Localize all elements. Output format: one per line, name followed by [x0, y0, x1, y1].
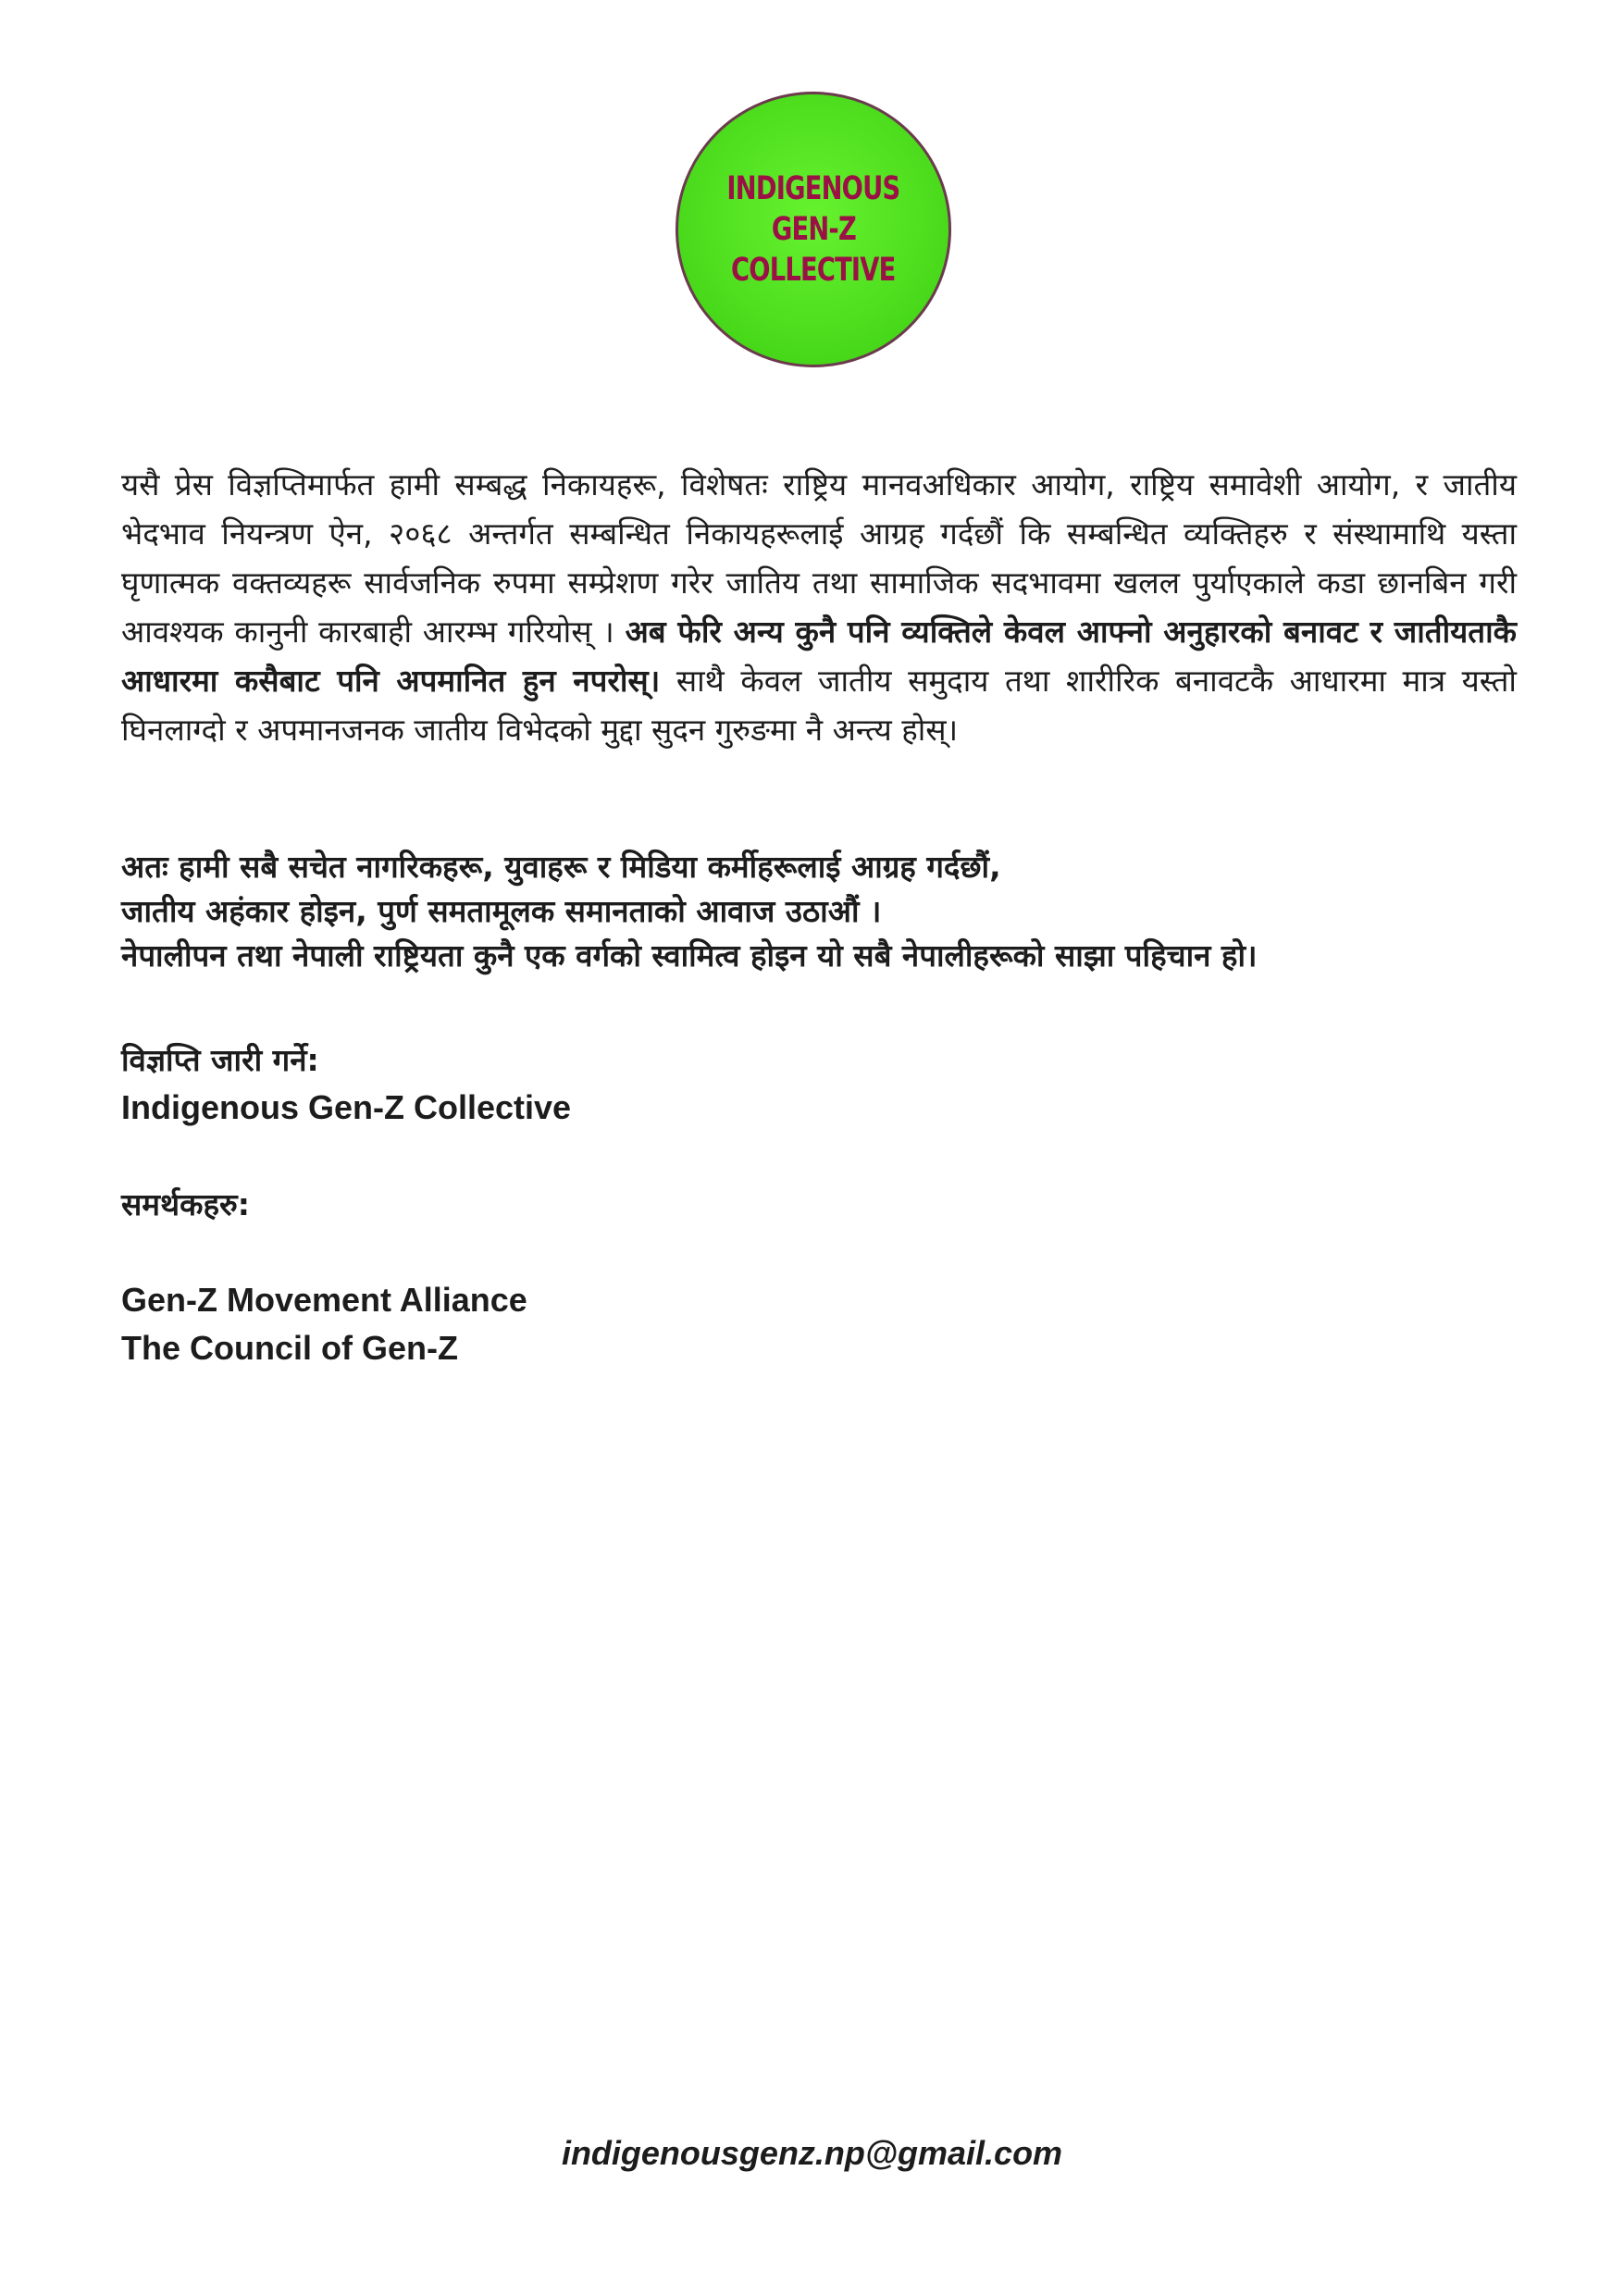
appeal-line-3: नेपालीपन तथा नेपाली राष्ट्रियता कुनै एक वर्गको स्वामित्व होइन यो सबै नेपालीहरूको साझा पहिचान हो।: [121, 937, 1258, 974]
statement-text-1: यसै प्रेस विज्ञप्तिमार्फत हामी सम्बद्ध निकायहरू, विशेषतः राष्ट्रिय मानवअधिकार आयोग, राष्ट्रिय समावेशी आयोग, र जातीय भेदभाव नियन्त्रण ऐन, २०६८ अन्तर्गत सम्बन्धित निकायहरूलाई आग्रह गर्दछौं कि सम्बन्धित व्यक्तिहरु र संस्थामाथि यस्ता घृणात्मक वक्तव्यहरू सार्वजनिक रुपमा सम्प्रेशण गरेर जातिय तथा सामाजिक सदभावमा खलल पुर्याएकाले कडा छानबिन गरी आवश्यक कानुनी कारबाही आरम्भ गरियोस् ।: [121, 466, 1517, 650]
appeal-block: [121, 845, 1546, 978]
appeal-line-2: जातीय अहंकार होइन, पुर्ण समतामूलक समानताको आवाज उठाऔं ।: [121, 893, 882, 929]
appeal-line-1: अतः हामी सबै सचेत नागरिकहरू, युवाहरू र मिडिया कर्मीहरूलाई आग्रह गर्दछौं,: [121, 849, 1001, 885]
supporter-item: Gen-Z Movement Alliance: [121, 1281, 527, 1319]
logo-text-line-2: GEN-Z: [771, 211, 856, 248]
supporter-item: The Council of Gen-Z: [121, 1329, 458, 1367]
collective-logo: [676, 92, 951, 367]
issuer-name: Indigenous Gen-Z Collective: [121, 1088, 572, 1126]
logo-text-line-3: COLLECTIVE: [731, 252, 896, 289]
supporters-label: समर्थकहरु:: [121, 1186, 250, 1222]
logo-text-line-1: INDIGENOUS: [726, 170, 900, 207]
statement-paragraph: [121, 460, 1517, 754]
statement-emphasis: अब फेरि अन्य कुनै पनि व्यक्तिले केवल आफ्नो अनुहारको बनावट र जातीयताकै आधारमा कसैबाट पनि अपमानित हुन नपरोस्।: [121, 614, 1517, 699]
statement-text-2: साथै केवल जातीय समुदाय तथा शारीरिक बनावटकै आधारमा मात्र यस्तो घिनलाग्दो र अपमानजनक जातीय विभेदको मुद्दा सुदन गुरुङमा नै अन्त्य होस्।: [121, 663, 1517, 748]
issuer-label: विज्ञप्ति जारी गर्ने:: [121, 1042, 319, 1078]
contact-email[interactable]: indigenousgenz.np@gmail.com: [561, 2134, 1063, 2172]
